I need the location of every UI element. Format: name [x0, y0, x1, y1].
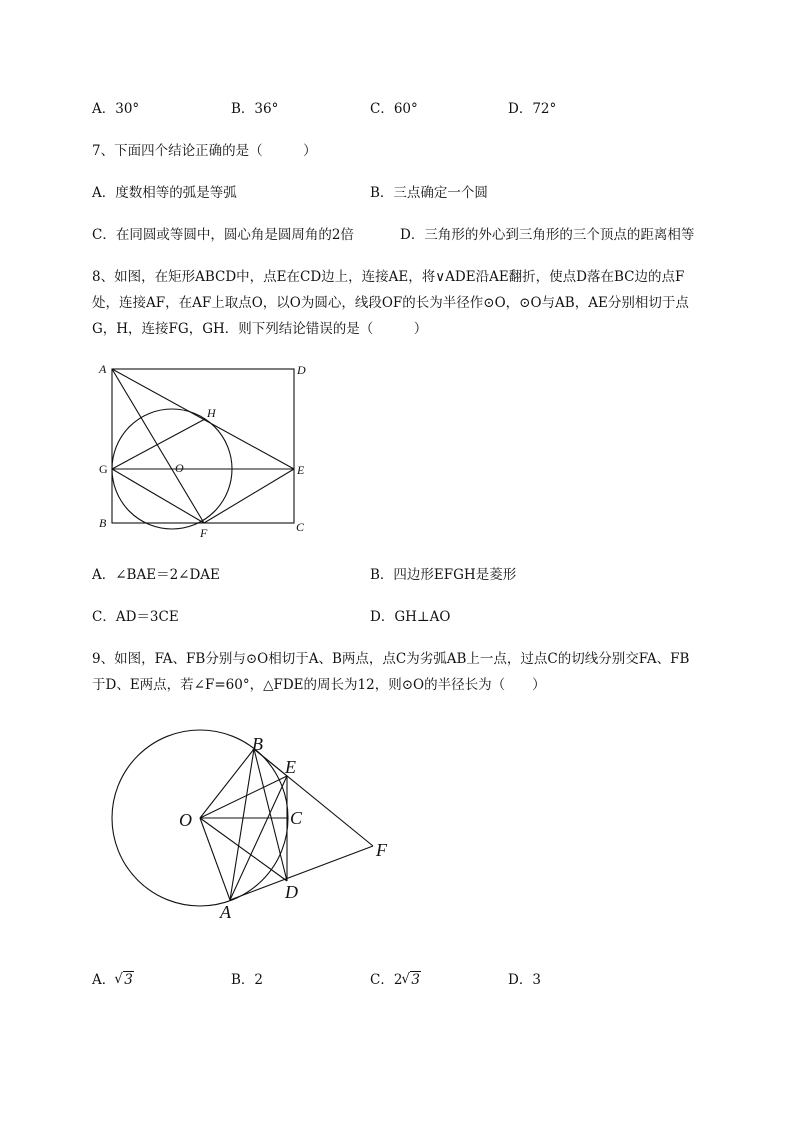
q9-segment-ob — [200, 749, 254, 818]
q8-segment-fe — [204, 469, 294, 523]
q9-option-a-radicand: 3 — [124, 972, 133, 988]
q9-segment-oe — [200, 776, 287, 818]
q8-label-h: H — [207, 406, 216, 420]
q9-label-f: F — [376, 840, 387, 860]
q8-label-f: F — [200, 526, 208, 540]
q9-segment-od — [200, 818, 287, 881]
q8-label-o: O — [175, 461, 184, 475]
sqrt-symbol — [115, 971, 134, 989]
q9-tangent-fa — [230, 846, 373, 900]
q8-option-a: A．∠BAE＝2∠DAE — [92, 567, 220, 583]
q9-option-c-radicand: 3 — [411, 972, 421, 988]
q9-option-c-prefix: C．2 — [370, 972, 403, 988]
q9-segment-oa — [200, 818, 230, 900]
q9-option-a — [92, 971, 134, 989]
q8-option-c: C．AD＝3CE — [92, 609, 179, 625]
q8-label-c: C — [296, 520, 305, 534]
q7-stem: 7、下面四个结论正确的是（ ） — [92, 143, 317, 159]
q8-option-d: D．GH⊥AO — [370, 609, 451, 625]
q8-label-a: A — [99, 362, 107, 376]
q9-label-c: C — [290, 808, 303, 828]
q9-stem-line-1: 9、如图，FA、FB分别与⊙O相切于A、B两点，点C为劣弧AB上一点，过点C的切线分别交FA、FB — [92, 651, 690, 667]
q9-label-d: D — [285, 882, 298, 902]
q9-option-a-prefix: A． — [92, 972, 116, 988]
q8-label-b: B — [99, 516, 107, 530]
q9-option-c — [370, 971, 421, 989]
q8-label-e: E — [297, 463, 305, 477]
q8-segment-af — [112, 369, 204, 523]
q9-label-a: A — [220, 902, 231, 922]
q8-label-d: D — [297, 363, 306, 377]
q9-label-b: B — [252, 734, 263, 754]
q7-option-b: B．三点确定一个圆 — [370, 185, 488, 201]
q8-rectangle-abcd — [112, 369, 294, 523]
q6-option-d: D．72° — [508, 101, 557, 117]
q8-option-b: B．四边形EFGH是菱形 — [370, 567, 517, 583]
q7-option-c: C．在同圆或等圆中，圆心角是圆周角的2倍 — [92, 227, 354, 243]
q9-segment-ba — [230, 749, 254, 900]
q6-option-b: B．36° — [231, 101, 279, 117]
q8-stem-line-2: 处，连接AF，在AF上取点O，以O为圆心，线段OF的长为半径作⊙O，⊙O与AB，AE分别相切于点 — [92, 295, 689, 311]
q9-segment-bd — [254, 749, 287, 881]
q9-option-b: B．2 — [231, 972, 264, 988]
q8-circle-o — [112, 409, 232, 529]
q7-option-d: D．三角形的外心到三角形的三个顶点的距离相等 — [400, 227, 695, 243]
q8-segment-gf — [112, 469, 204, 523]
q9-circle-o — [112, 730, 288, 906]
q8-stem-line-3: G，H，连接FG，GH．则下列结论错误的是（ ） — [92, 321, 428, 337]
q9-label-e: E — [285, 757, 296, 777]
sqrt-symbol — [402, 971, 421, 989]
q9-tangent-fb — [254, 749, 373, 846]
q7-option-a: A．度数相等的弧是等弧 — [92, 185, 237, 201]
q9-label-o: O — [179, 810, 192, 830]
q8-label-g: G — [99, 462, 108, 476]
q9-stem-line-2: 于D、E两点，若∠F=60°，△FDE的周长为12，则⊙O的半径长为（ ） — [92, 677, 546, 693]
q6-option-a: A．30° — [92, 101, 140, 117]
q8-segment-ae — [112, 369, 294, 469]
q9-segment-be — [254, 749, 287, 776]
q9-option-d: D．3 — [508, 972, 541, 988]
q8-stem-line-1: 8、如图，在矩形ABCD中，点E在CD边上，连接AE，将∨ADE沿AE翻折，使点D落在BC边的点F — [92, 269, 685, 285]
q8-segment-gh — [112, 419, 205, 469]
q6-option-c: C．60° — [370, 101, 418, 117]
q9-segment-ae — [230, 776, 287, 900]
